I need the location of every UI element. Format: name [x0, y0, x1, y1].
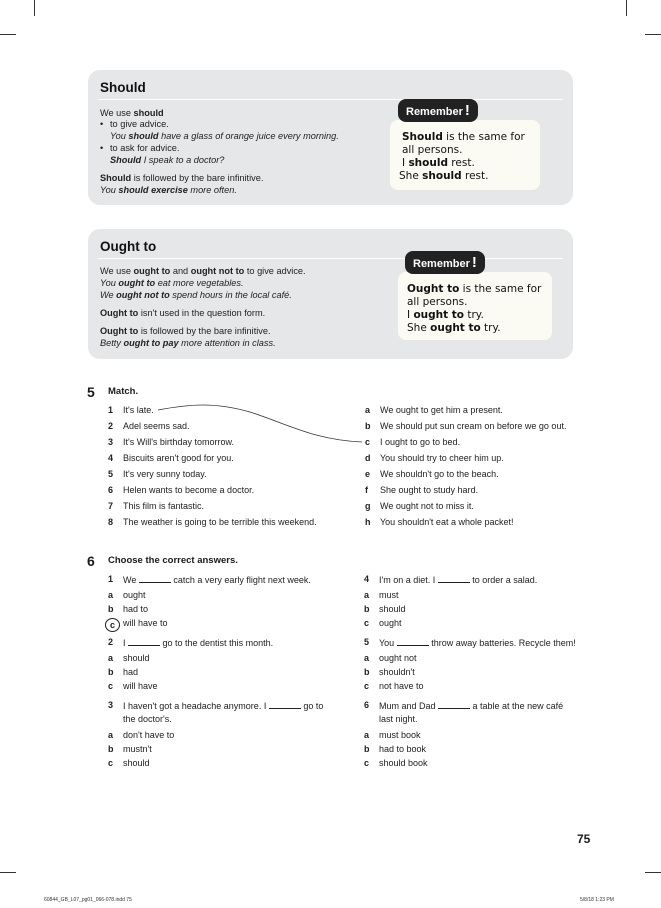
- remember-line: Ought to is the same for: [407, 283, 542, 295]
- bullet-icon: •: [100, 143, 104, 153]
- rule-line: Ought to is followed by the bare infinitive.: [100, 326, 271, 336]
- remember-line: She ought to try.: [407, 322, 501, 334]
- page-number: 75: [577, 832, 591, 846]
- rule-line: Should is followed by the bare infinitive.: [100, 173, 264, 183]
- rule-line: to give advice.: [110, 119, 169, 129]
- rule-line: We use ought to and ought not to to give advice.: [100, 266, 306, 276]
- answer-blank[interactable]: [139, 574, 171, 583]
- answer-blank[interactable]: [128, 637, 160, 646]
- remember-line: I ought to try.: [407, 309, 484, 321]
- rule-line: to ask for advice.: [110, 143, 180, 153]
- exercise-number: 5: [87, 384, 95, 400]
- example-line: You should have a glass of orange juice every morning.: [110, 131, 339, 141]
- answer-blank[interactable]: [438, 700, 470, 709]
- box-title: Ought to: [100, 239, 157, 254]
- exclamation-icon: !: [464, 102, 470, 119]
- answer-blank[interactable]: [397, 637, 429, 646]
- rule-line: Ought to isn't used in the question form.: [100, 308, 266, 318]
- box-title: Should: [100, 80, 146, 95]
- example-line: We ought not to spend hours in the local café.: [100, 290, 292, 300]
- remember-label: Remember !: [405, 251, 485, 274]
- remember-label: Remember !: [398, 99, 478, 122]
- example-line: You should exercise more often.: [100, 185, 237, 195]
- footer-date: 5/8/18 1:23 PM: [580, 897, 614, 903]
- remember-line: all persons.: [402, 144, 463, 156]
- selected-circle: c: [105, 618, 120, 632]
- remember-line: She should rest.: [399, 170, 489, 182]
- example-line: Should I speak to a doctor?: [110, 155, 225, 165]
- exercise-number: 6: [87, 553, 95, 569]
- exercise-heading: Choose the correct answers.: [108, 555, 238, 566]
- bullet-icon: •: [100, 119, 104, 129]
- example-line: Betty ought to pay more attention in class.: [100, 338, 276, 348]
- answer-blank[interactable]: [438, 574, 470, 583]
- remember-line: all persons.: [407, 296, 468, 308]
- example-line: You ought to eat more vegetables.: [100, 278, 244, 288]
- footer-file: 60844_GB_L07_pg01_066-078.indd 75: [44, 897, 132, 903]
- remember-line: Should is the same for: [402, 131, 525, 143]
- remember-line: I should rest.: [402, 157, 475, 169]
- exclamation-icon: !: [471, 254, 477, 271]
- exercise-heading: Match.: [108, 386, 139, 397]
- rule-line: We use should: [100, 108, 164, 118]
- answer-blank[interactable]: [269, 700, 301, 709]
